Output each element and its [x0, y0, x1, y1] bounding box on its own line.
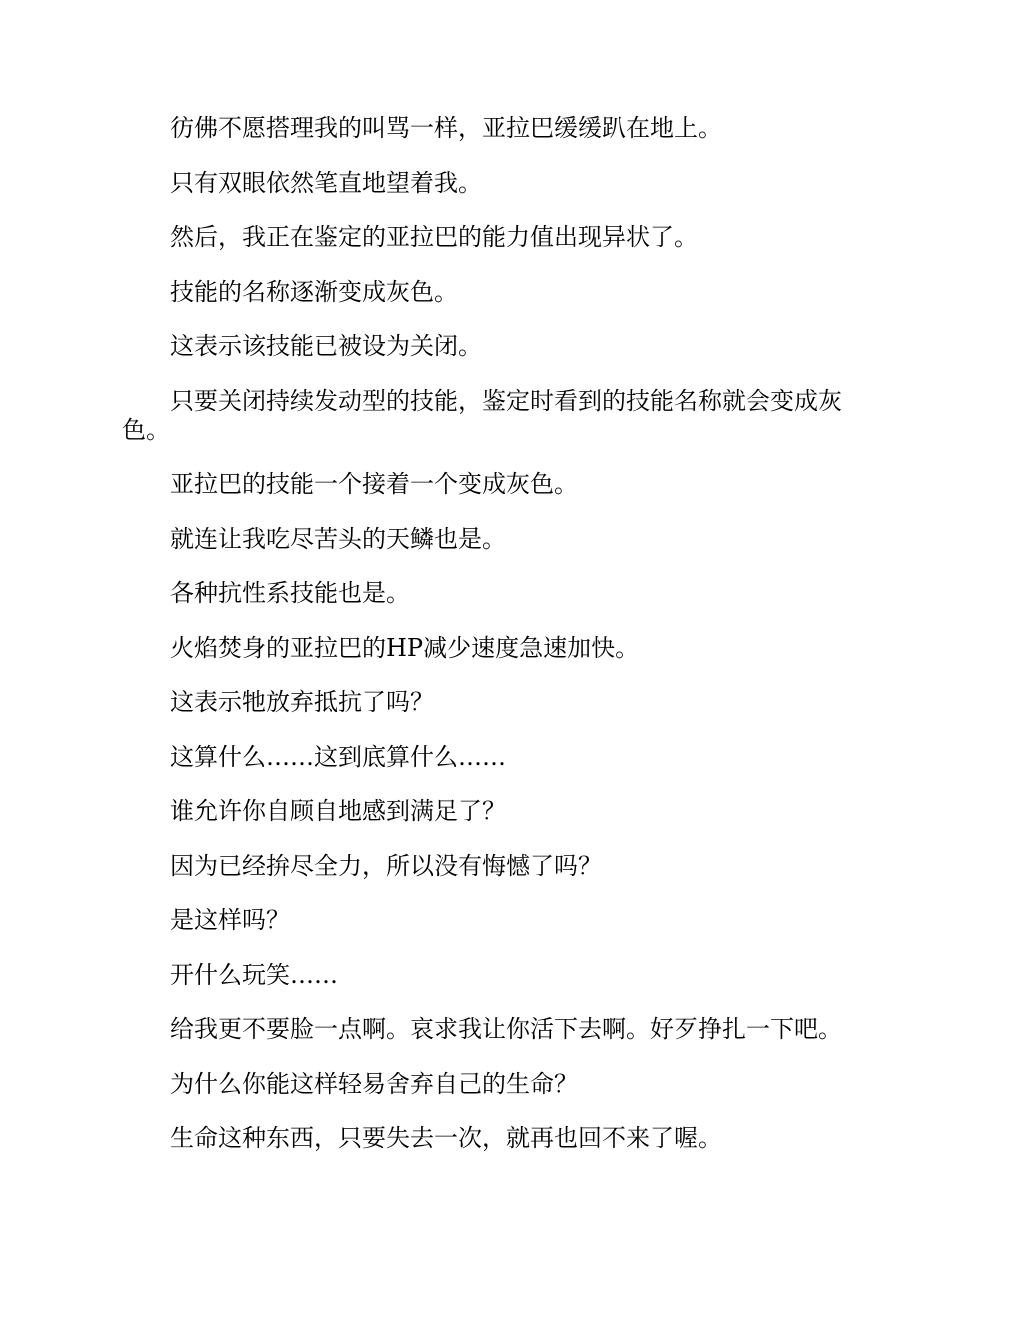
- paragraph: 开什么玩笑……: [170, 960, 338, 989]
- paragraph: 彷佛不愿搭理我的叫骂一样，亚拉巴缓缓趴在地上。: [170, 114, 722, 142]
- paragraph: 只有双眼依然笔直地望着我。: [170, 168, 482, 197]
- paragraph: 就连让我吃尽苦头的天鳞也是。: [170, 524, 506, 553]
- paragraph: 这表示该技能已被设为关闭。: [170, 332, 482, 360]
- paragraph: 是这样吗？: [170, 906, 290, 934]
- paragraph: 技能的名称逐渐变成灰色。: [170, 277, 458, 306]
- paragraph: 生命这种东西，只要失去一次，就再也回不来了喔。: [170, 1124, 722, 1152]
- paragraph: 这表示牠放弃抵抗了吗？: [170, 688, 434, 716]
- paragraph: 各种抗性系技能也是。: [170, 579, 410, 607]
- paragraph: 为什么你能这样轻易舍弃自己的生命？: [170, 1069, 578, 1098]
- paragraph: 谁允许你自顾自地感到满足了？: [170, 797, 506, 825]
- paragraph: 亚拉巴的技能一个接着一个变成灰色。: [170, 470, 578, 498]
- paragraph: 只要关闭持续发动型的技能，鉴定时看到的技能名称就会变成灰色。: [122, 386, 842, 444]
- paragraph: 然后，我正在鉴定的亚拉巴的能力值出现异状了。: [170, 223, 698, 251]
- paragraph: 火焰焚身的亚拉巴的HP减少速度急速加快。: [170, 633, 640, 662]
- paragraph: 给我更不要脸一点啊。哀求我让你活下去啊。好歹挣扎一下吧。: [170, 1015, 842, 1043]
- document-body: [122, 114, 882, 1179]
- paragraph: 因为已经拚尽全力，所以没有悔憾了吗？: [170, 851, 602, 880]
- paragraph: 这算什么……这到底算什么……: [170, 742, 506, 771]
